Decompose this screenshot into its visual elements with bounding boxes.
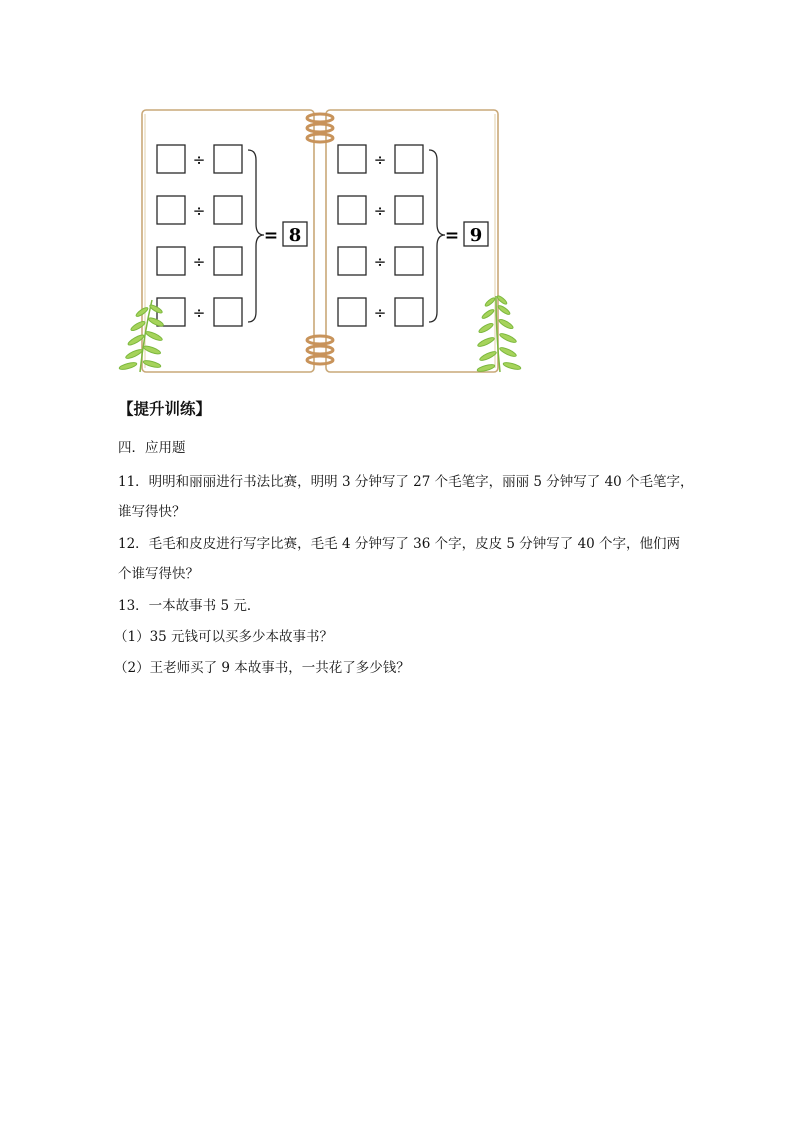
question-11-line-1: 11．明明和丽丽进行书法比赛，明明 3 分钟写了 27 个毛笔字，丽丽 5 分钟写了 40 个毛笔字， bbox=[118, 474, 694, 490]
division-notebook-figure bbox=[118, 104, 528, 376]
question-11-line-2: 谁写得快？ bbox=[118, 504, 186, 520]
question-12-line-1: 12．毛毛和皮皮进行写字比赛，毛毛 4 分钟写了 36 个字，皮皮 5 分钟写了 40 个字，他们两 bbox=[118, 536, 681, 552]
division-sign: ÷ bbox=[192, 202, 206, 220]
division-sign: ÷ bbox=[192, 151, 206, 169]
division-sign: ÷ bbox=[192, 253, 206, 271]
division-sign: ÷ bbox=[192, 304, 206, 322]
right-result: 9 bbox=[469, 225, 483, 246]
division-sign: ÷ bbox=[373, 253, 387, 271]
question-13: 13．一本故事书 5 元． bbox=[118, 598, 261, 614]
question-12-line-2: 个谁写得快？ bbox=[118, 566, 199, 582]
division-sign: ÷ bbox=[373, 304, 387, 322]
equals-sign: = bbox=[263, 226, 279, 246]
question-13-part-1: （1）35 元钱可以买多少本故事书？ bbox=[114, 629, 334, 645]
division-sign: ÷ bbox=[373, 202, 387, 220]
subheading: 四．应用题 bbox=[118, 440, 186, 456]
equals-sign: = bbox=[444, 226, 460, 246]
division-sign: ÷ bbox=[373, 151, 387, 169]
question-13-part-2: （2）王老师买了 9 本故事书，一共花了多少钱？ bbox=[114, 660, 410, 676]
section-title: 【提升训练】 bbox=[118, 400, 212, 418]
left-result: 8 bbox=[288, 225, 302, 246]
